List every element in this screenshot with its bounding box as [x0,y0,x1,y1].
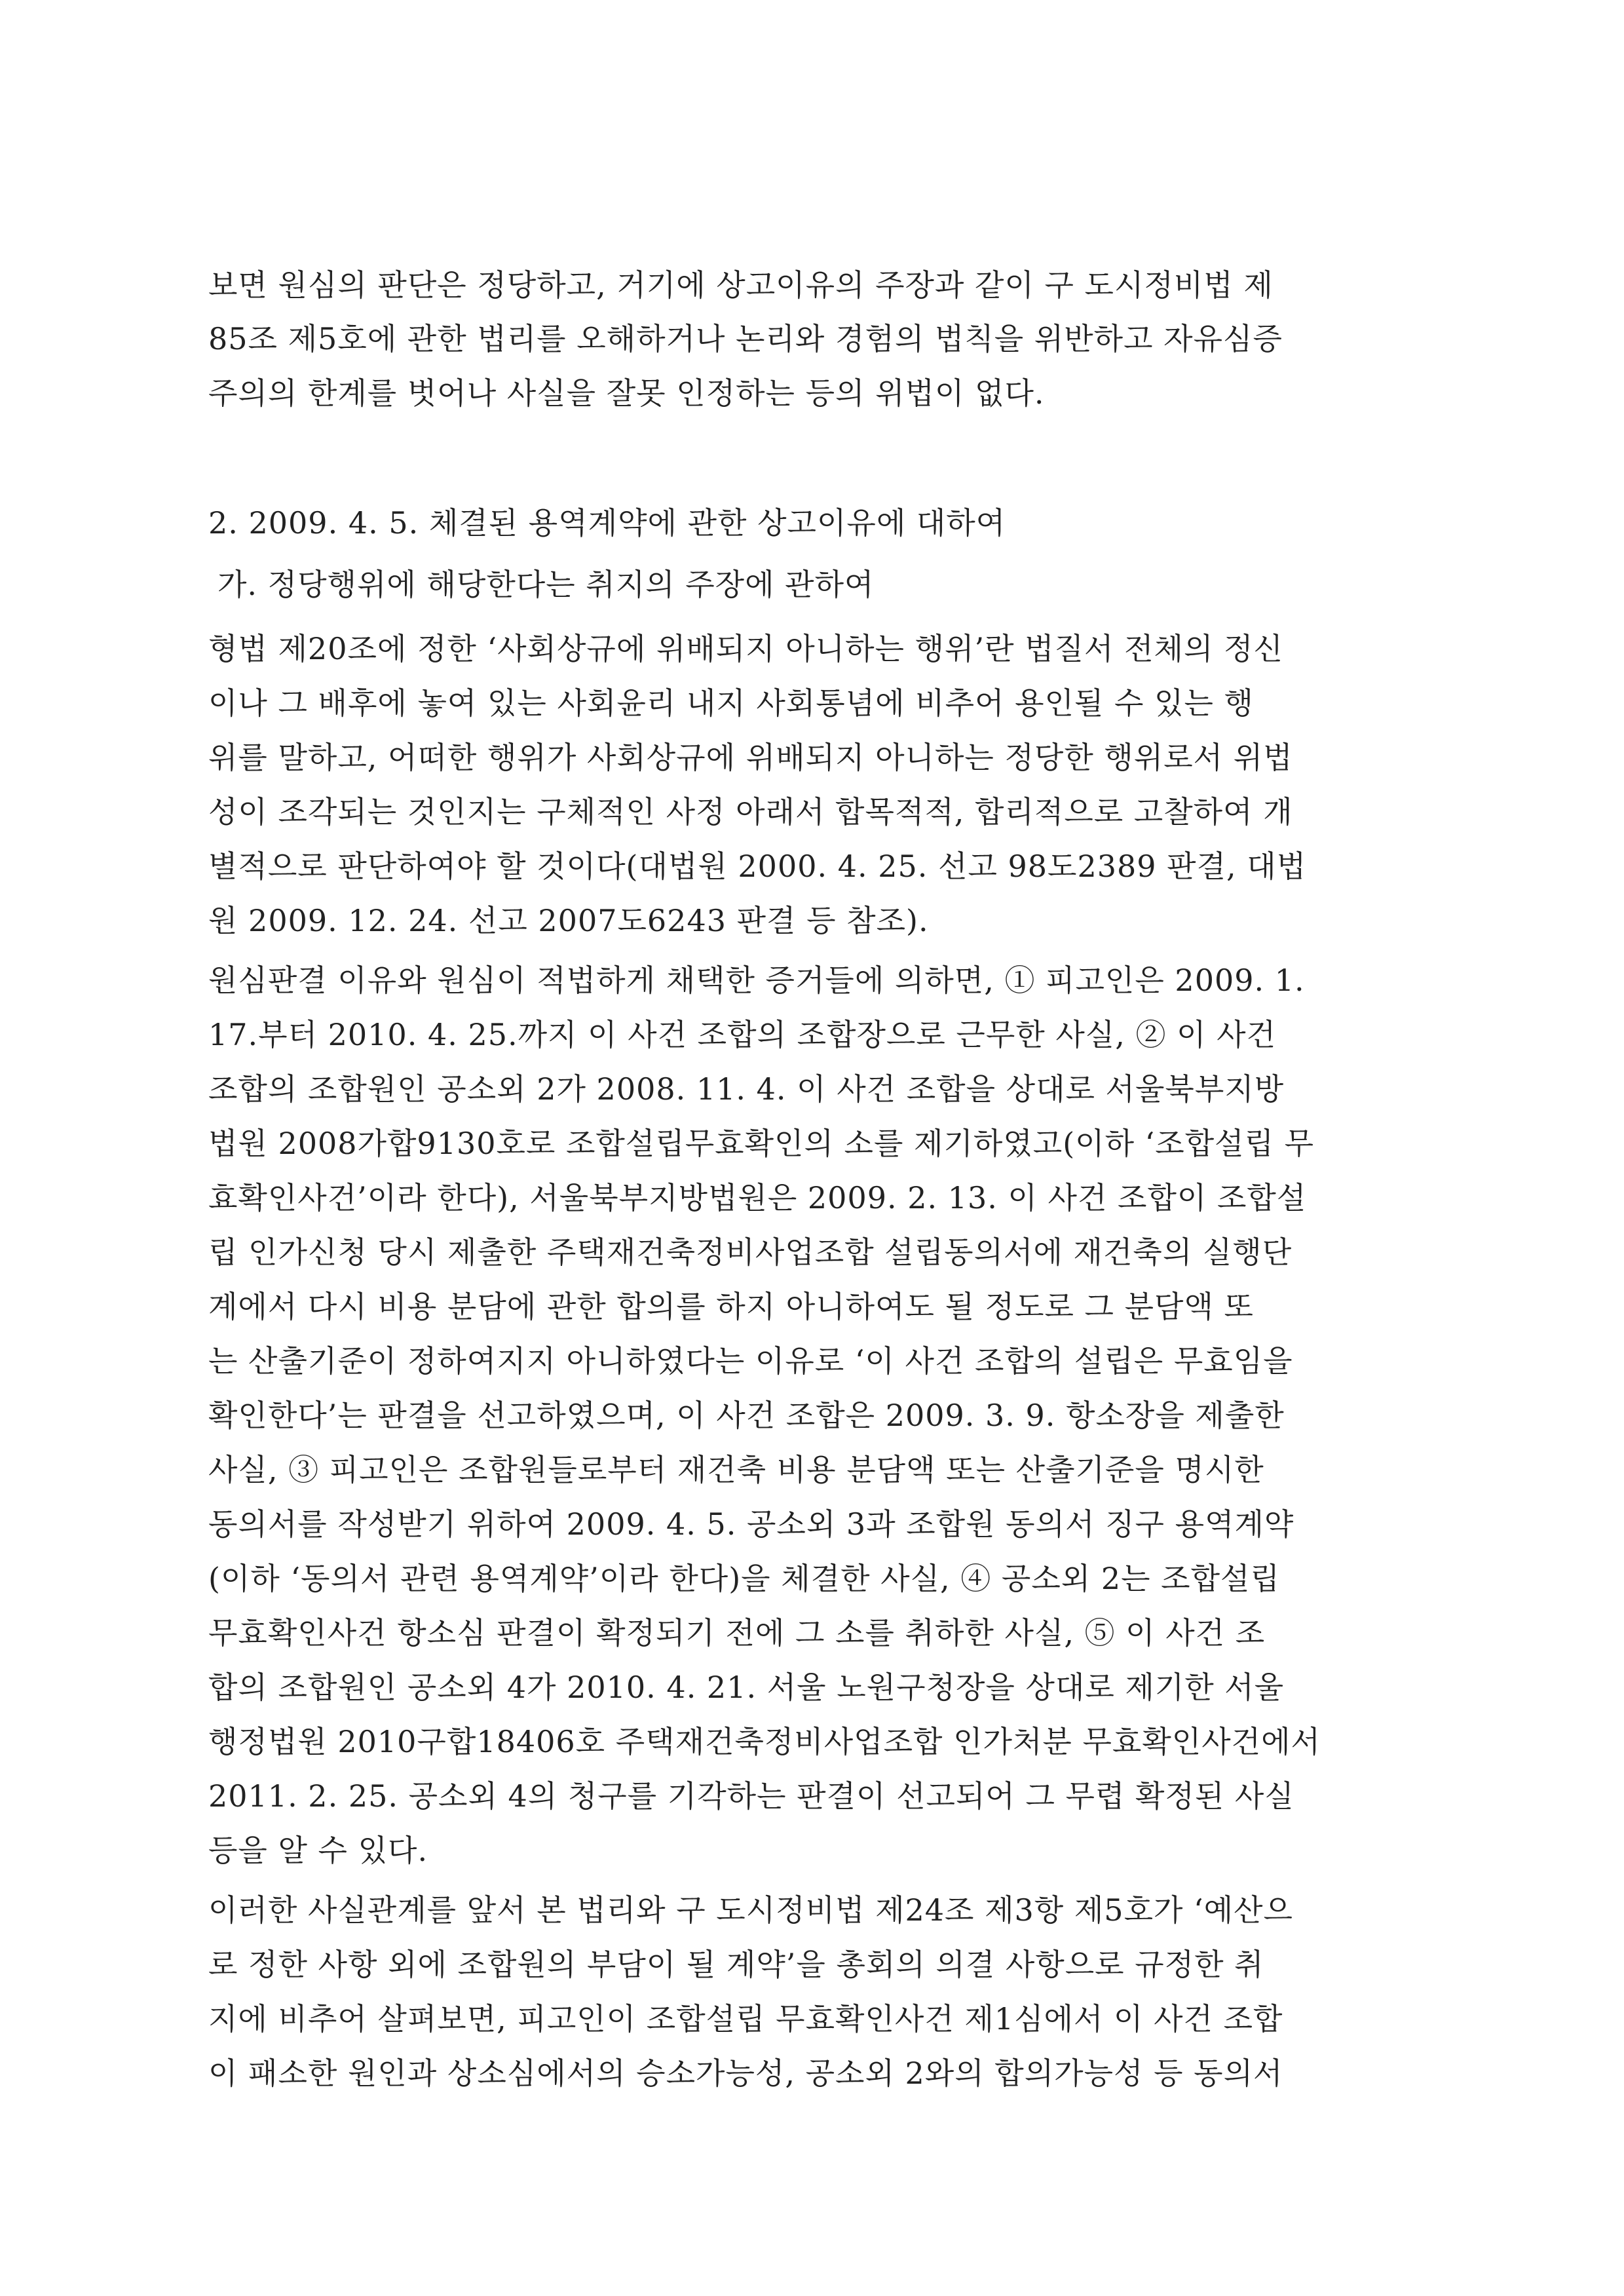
text-line: 계에서 다시 비용 분담에 관한 합의를 하지 아니하여도 될 정도로 그 분담액 또 [208,1289,1254,1324]
text-line: 위를 말하고, 어떠한 행위가 사회상규에 위배되지 아니하는 정당한 행위로서 위법 [208,740,1293,775]
text-line: 등을 알 수 있다. [208,1833,428,1868]
text-line: 무효확인사건 항소심 판결이 확정되기 전에 그 소를 취하한 사실, ⑤ 이 사건 조 [208,1615,1266,1651]
text-line: 립 인가신청 당시 제출한 주택재건축정비사업조합 설립동의서에 재건축의 실행단 [208,1234,1293,1270]
text-line: 조합의 조합원인 공소외 2가 2008. 11. 4. 이 사건 조합을 상대로 서울북부지방 [208,1071,1285,1107]
text-line: 이나 그 배후에 놓여 있는 사회윤리 내지 사회통념에 비추어 용인될 수 있는 행 [208,685,1254,721]
text-line: 형법 제20조에 정한 ‘사회상규에 위배되지 아니하는 행위’란 법질서 전체의 정신 [208,631,1283,666]
text-line: 이러한 사실관계를 앞서 본 법리와 구 도시정비법 제24조 제3항 제5호가 ‘예산으 [208,1892,1293,1928]
text-line: 별적으로 판단하여야 할 것이다(대법원 2000. 4. 25. 선고 98도2389 판결, 대법 [208,849,1307,884]
text-line: 효확인사건’이라 한다), 서울북부지방법원은 2009. 2. 13. 이 사건 조합이 조합설 [208,1180,1307,1215]
text-line: 는 산출기준이 정하여지지 아니하였다는 이유로 ‘이 사건 조합의 설립은 무효임을 [208,1343,1293,1379]
section-heading: 2. 2009. 4. 5. 체결된 용역계약에 관한 상고이유에 대하여 [208,505,1006,541]
text-line: 동의서를 작성받기 위하여 2009. 4. 5. 공소외 3과 조합원 동의서 징구 용역계약 [208,1506,1294,1542]
text-line: 주의의 한계를 벗어나 사실을 잘못 인정하는 등의 위법이 없다. [208,375,1045,411]
text-line: (이하 ‘동의서 관련 용역계약’이라 한다)을 체결한 사실, ④ 공소외 2는 조합설립 [208,1561,1280,1596]
text-line: 2011. 2. 25. 공소외 4의 청구를 기각하는 판결이 선고되어 그 무렵 확정된 사실 [208,1778,1294,1814]
text-line: 로 정한 사항 외에 조합원의 부담이 될 계약’을 총회의 의결 사항으로 규정한 취 [208,1947,1264,1982]
text-line: 법원 2008가합9130호로 조합설립무효확인의 소를 제기하였고(이하 ‘조합설립 무 [208,1126,1315,1161]
text-line: 확인한다’는 판결을 선고하였으며, 이 사건 조합은 2009. 3. 9. 항소장을 제출한 [208,1398,1285,1433]
text-line: 원심판결 이유와 원심이 적법하게 채택한 증거들에 의하면, ① 피고인은 2009. 1. [208,963,1305,998]
text-line: 이 패소한 원인과 상소심에서의 승소가능성, 공소외 2와의 합의가능성 등 동의서 [208,2056,1283,2091]
text-line: 지에 비추어 살펴보면, 피고인이 조합설립 무효확인사건 제1심에서 이 사건 조합 [208,2001,1283,2037]
text-line: 원 2009. 12. 24. 선고 2007도6243 판결 등 참조). [208,903,929,938]
subsection-heading: 가. 정당행위에 해당한다는 취지의 주장에 관하여 [217,567,875,602]
text-line: 합의 조합원인 공소외 4가 2010. 4. 21. 서울 노원구청장을 상대로 제기한 서울 [208,1670,1285,1705]
text-line: 85조 제5호에 관한 법리를 오해하거나 논리와 경험의 법칙을 위반하고 자유심증 [208,321,1283,356]
text-line: 17.부터 2010. 4. 25.까지 이 사건 조합의 조합장으로 근무한 사실, ② 이 사건 [208,1017,1277,1052]
text-line: 행정법원 2010구합18406호 주택재건축정비사업조합 인가처분 무효확인사건에서 [208,1724,1321,1759]
text-line: 보면 원심의 판단은 정당하고, 거기에 상고이유의 주장과 같이 구 도시정비법 제 [208,267,1274,303]
text-line: 사실, ③ 피고인은 조합원들로부터 재건축 비용 분담액 또는 산출기준을 명시한 [208,1452,1264,1487]
text-line: 성이 조각되는 것인지는 구체적인 사정 아래서 합목적적, 합리적으로 고찰하여 개 [208,794,1293,830]
